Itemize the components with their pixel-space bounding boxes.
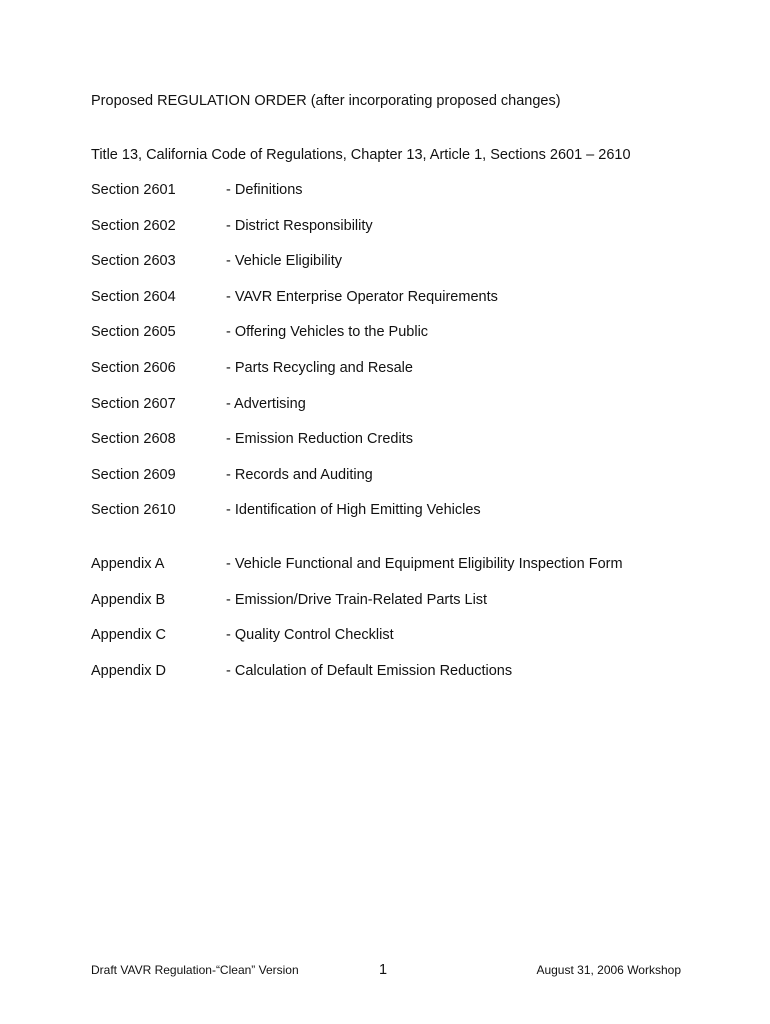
footer-document-version: Draft VAVR Regulation-“Clean” Version (91, 963, 299, 977)
toc-label: Section 2605 (91, 324, 176, 341)
toc-description: - Advertising (226, 395, 306, 412)
document-heading: Proposed REGULATION ORDER (after incorporating proposed changes) (91, 93, 561, 109)
document-subheading: Title 13, California Code of Regulations, Chapter 13, Article 1, Sections 2601 – 2610 (91, 147, 631, 163)
toc-row-appendix-b (91, 592, 731, 628)
toc-row-section-2604 (91, 289, 731, 325)
table-of-contents (91, 182, 731, 698)
toc-label: Appendix A (91, 555, 165, 572)
toc-description: - Records and Auditing (226, 466, 373, 483)
toc-row-section-2609 (91, 467, 731, 503)
toc-row-section-2607 (91, 396, 731, 432)
toc-description: - VAVR Enterprise Operator Requirements (226, 288, 498, 305)
toc-description: - Emission Reduction Credits (226, 431, 413, 448)
toc-description: - Definitions (226, 182, 303, 198)
toc-row-appendix-c (91, 627, 731, 663)
toc-label: Section 2609 (91, 466, 176, 483)
toc-row-section-2606 (91, 360, 731, 396)
toc-row-section-2610 (91, 502, 731, 538)
footer-page-number: 1 (379, 962, 388, 978)
toc-row-section-2602 (91, 218, 731, 254)
toc-row-section-2601 (91, 182, 731, 218)
toc-row-section-2603 (91, 253, 731, 289)
toc-description: - Quality Control Checklist (226, 627, 394, 644)
toc-row-appendix-d (91, 663, 731, 699)
toc-label: Appendix D (91, 662, 166, 679)
toc-label: Section 2602 (91, 217, 176, 234)
toc-description: - District Responsibility (226, 217, 373, 234)
toc-description: - Emission/Drive Train-Related Parts List (226, 591, 488, 608)
toc-description: - Vehicle Eligibility (226, 253, 343, 270)
toc-label: Section 2610 (91, 502, 176, 519)
toc-description: - Parts Recycling and Resale (226, 359, 413, 376)
toc-label: Section 2607 (91, 395, 176, 412)
toc-row-section-2608 (91, 431, 731, 467)
toc-label: Section 2603 (91, 253, 176, 270)
toc-label: Section 2604 (91, 288, 176, 305)
toc-label: Section 2606 (91, 359, 176, 376)
toc-spacer (91, 538, 731, 556)
page-footer (91, 963, 681, 983)
toc-label: Section 2601 (91, 182, 176, 198)
toc-description: - Offering Vehicles to the Public (226, 324, 429, 341)
toc-label: Section 2608 (91, 431, 176, 448)
toc-label: Appendix C (91, 627, 166, 644)
toc-description: - Calculation of Default Emission Reductions (226, 662, 513, 679)
toc-description: - Vehicle Functional and Equipment Eligibility Inspection Form (226, 555, 623, 572)
toc-row-section-2605 (91, 324, 731, 360)
toc-row-appendix-a (91, 556, 731, 592)
toc-label: Appendix B (91, 591, 166, 608)
footer-workshop-date: August 31, 2006 Workshop (536, 963, 681, 977)
toc-description: - Identification of High Emitting Vehicles (226, 502, 481, 519)
